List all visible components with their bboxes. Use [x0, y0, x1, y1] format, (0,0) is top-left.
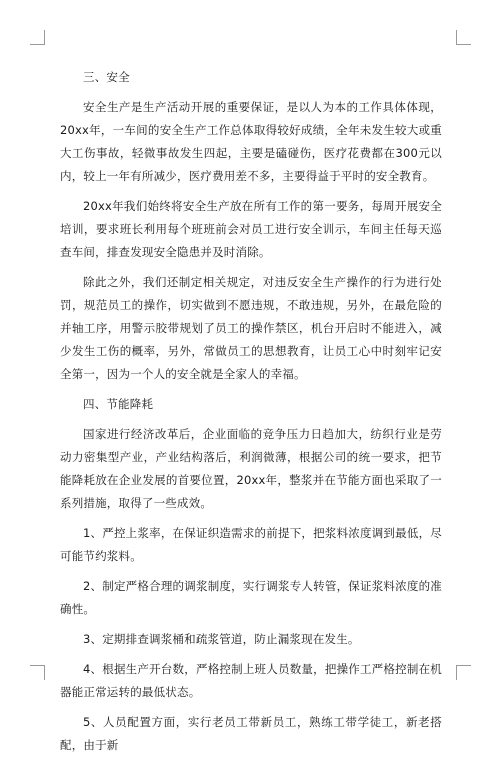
section-heading-safety: 三、安全: [83, 70, 130, 84]
list-item: 5、人员配置方面，实行老员工带新员工，熟练工带学徒工，新老搭配，由于新: [60, 715, 442, 752]
crop-mark-bottom-left: [30, 665, 45, 680]
paragraph: 除此之外，我们还制定相关规定，对违反安全生产操作的行为进行处罚，规范员工的操作，切实做到不愿违规，不敢违规，另外，在最危险的并轴工序，用警示胶带规划了员工的操作禁区，机台开启时不能进入，减少发生工伤的概率，另外，常做员工的思想教育，让员工心中时刻牢记安全第一，因为一个人的安全就是全家人的幸福。: [60, 275, 442, 381]
section-heading-energy-saving: 四、节能降耗: [83, 397, 154, 411]
list-item: 2、制定严格合理的调浆制度，实行调浆专人转管，保证浆料浓度的准确性。: [60, 579, 442, 616]
paragraph: 安全生产是生产活动开展的重要保证，是以人为本的工作具体体现，20xx年，一车间的安全生产工作总体取得较好成绩，全年未发生较大或重大工伤事故，轻微事故发生四起，主要是磕碰伤，医疗花费都在300元以内，较上一年有所减少，医疗费用差不多，主要得益于平时的安全教育。: [60, 100, 442, 183]
list-item: 3、定期排查调浆桶和疏浆管道，防止漏浆现在发生。: [83, 632, 360, 646]
crop-mark-bottom-right: [456, 665, 471, 680]
list-item: 4、根据生产开台数，严格控制上班人员数量，把操作工严格控制在机器能正常运转的最低状态。: [60, 662, 442, 699]
document-body: [60, 66, 442, 757]
paragraph: 国家进行经济改革后，企业面临的竞争压力日趋加大，纺织行业是劳动力密集型产业，产业结构落后，利润微薄，根据公司的统一要求，把节能降耗放在企业发展的首要位置，20xx年，整浆并在节能方面也采取了一系列措施，取得了一些成效。: [60, 427, 442, 510]
list-item: 1、严控上浆率，在保证织造需求的前提下，把浆料浓度调到最低，尽可能节约浆料。: [60, 526, 442, 563]
crop-mark-top-left: [30, 30, 45, 45]
crop-mark-top-right: [456, 30, 471, 45]
paragraph: 20xx年我们始终将安全生产放在所有工作的第一要务，每周开展安全培训，要求班长利用每个班班前会对员工进行安全训示，车间主任每天巡查车间，排查发现安全隐患并及时消除。: [60, 199, 442, 259]
